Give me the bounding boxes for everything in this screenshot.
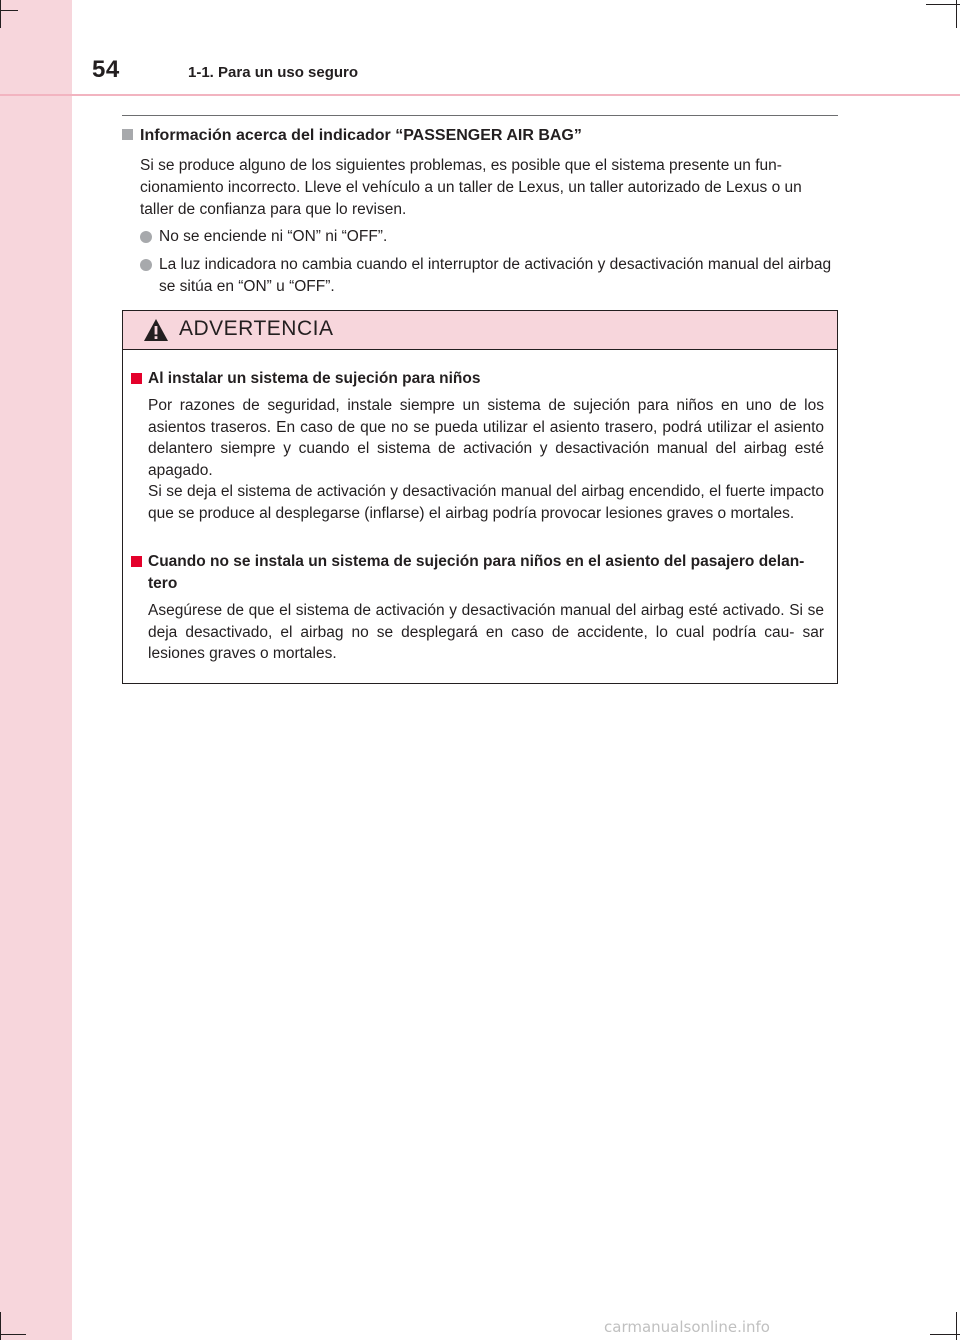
crop-mark bbox=[0, 1312, 1, 1340]
crop-mark bbox=[930, 1334, 960, 1335]
bullet-dot-icon bbox=[140, 259, 152, 271]
warning-paragraph: Por razones de seguridad, instale siempre un sistema de sujeción para niños en uno de los asientos traseros. En caso de que no se pueda utilizar el asiento trasero, podrá utilizar el asiento delantero siempre y cuando el sistema de activación y desactivación manual del airbag esté apagado. bbox=[148, 397, 824, 479]
warning-header bbox=[123, 311, 837, 350]
warning-paragraph: Asegúrese de que el sistema de activación y desactivación manual del airbag esté activado. Si se deja desactivado, el airbag no se desplegará en caso de accidente, lo cual podría cau- sar lesiones graves o mortales. bbox=[148, 602, 824, 662]
header-divider bbox=[0, 94, 960, 96]
crop-mark bbox=[956, 1312, 957, 1340]
warning-section-body bbox=[148, 600, 824, 665]
info-paragraph: Si se produce alguno de los siguientes problemas, es posible que el sistema presente un fun- cionamiento incorrecto. Lleve el vehículo a un taller de Lexus, un taller autorizado de Lexus o un taller de confianza para que lo revisen. bbox=[140, 157, 802, 218]
warning-title: ADVERTENCIA bbox=[179, 317, 334, 340]
info-heading-text: Información acerca del indicador “PASSENGER AIR BAG” bbox=[140, 127, 582, 144]
bullet-dot-icon bbox=[140, 231, 152, 243]
info-bullet-text: La luz indicadora no cambia cuando el interruptor de activación y desactivación manual del airbag se sitúa en “ON” u “OFF”. bbox=[159, 256, 832, 295]
info-heading bbox=[122, 127, 838, 145]
info-bullet bbox=[140, 226, 838, 248]
warning-box bbox=[122, 310, 838, 684]
crop-mark bbox=[0, 10, 18, 11]
warning-section-heading-text: Al instalar un sistema de sujeción para niños bbox=[148, 370, 481, 387]
warning-section-heading bbox=[131, 368, 831, 390]
left-margin-band bbox=[0, 0, 72, 1340]
section-title: 1-1. Para un uso seguro bbox=[188, 64, 359, 81]
red-square-icon bbox=[131, 556, 142, 567]
warning-section-heading bbox=[131, 551, 831, 595]
crop-mark bbox=[0, 0, 1, 28]
info-bullet-text: No se enciende ni “ON” ni “OFF”. bbox=[159, 228, 388, 245]
crop-mark bbox=[926, 4, 960, 5]
gray-square-icon bbox=[122, 129, 133, 140]
warning-paragraph: Si se deja el sistema de activación y desactivación manual del airbag encendido, el fuerte impacto que se produce al desplegarse (inflarse) el airbag podría provocar lesiones graves o mortales. bbox=[148, 483, 824, 522]
warning-triangle-icon bbox=[143, 318, 169, 342]
warning-section-heading-text: Cuando no se instala un sistema de sujeción para niños en el asiento del pasajero delan- tero bbox=[148, 553, 805, 592]
red-square-icon bbox=[131, 373, 142, 384]
info-bullet bbox=[140, 254, 838, 298]
content-divider bbox=[122, 115, 838, 116]
footer-watermark: carmanualsonline.info bbox=[604, 1318, 770, 1336]
crop-mark bbox=[0, 1334, 26, 1335]
page-number: 54 bbox=[92, 56, 120, 83]
warning-section-body bbox=[148, 395, 824, 524]
